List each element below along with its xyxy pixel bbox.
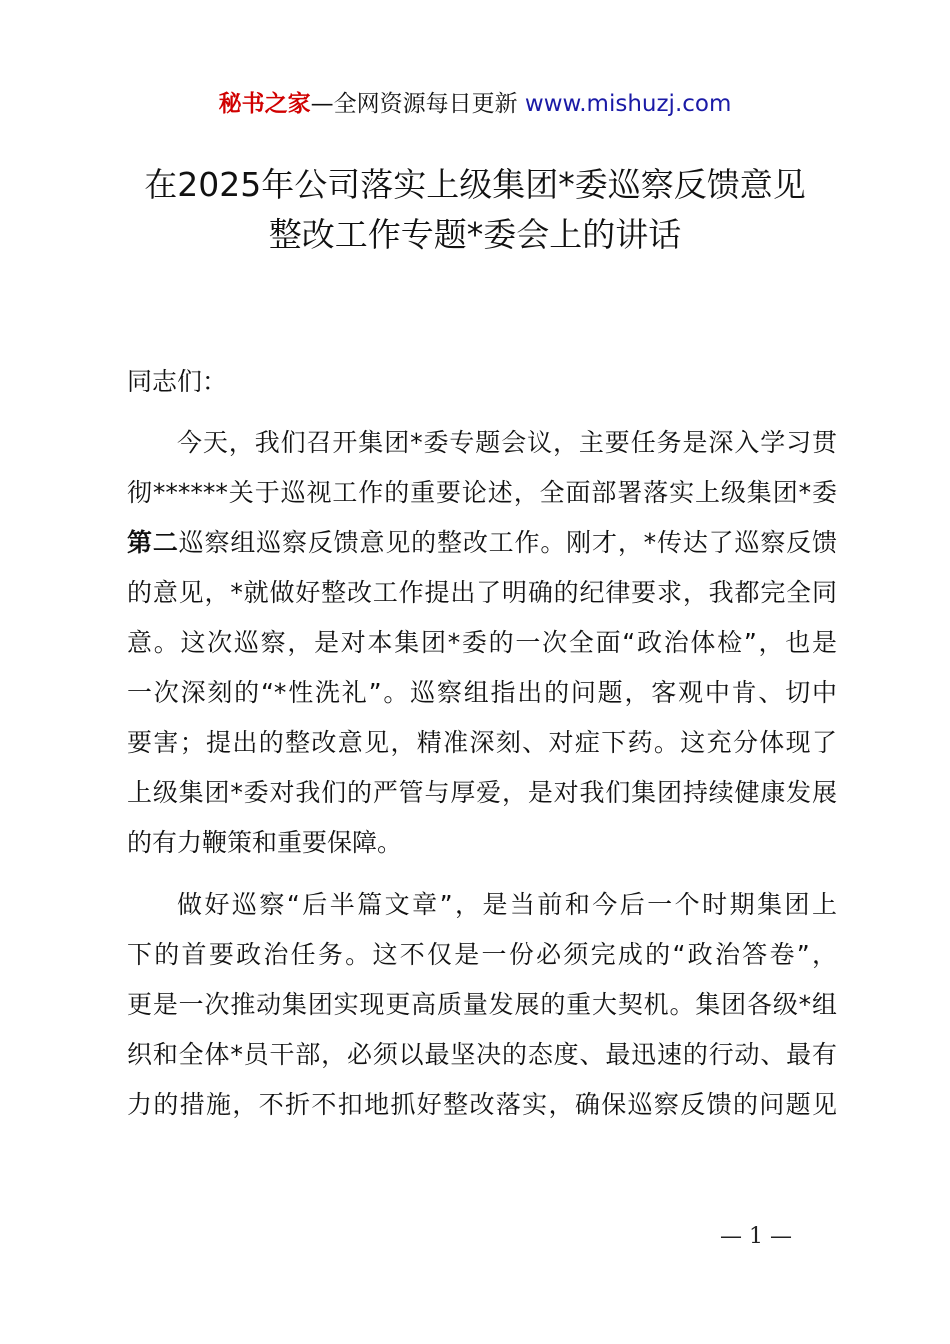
page-number: — 1 — [720,1224,792,1249]
site-url-link[interactable]: www.mishuzj.com [524,91,732,117]
text-line: 下的首要政治任务。这不仅是一份必须完成的“政治答卷”， [127,940,837,969]
text-line: 意。这次巡察，是对本集团*委的一次全面“政治体检”，也是 [127,628,837,657]
text-line: 彻******关于巡视工作的重要论述，全面部署落实上级集团*委 [127,478,837,507]
bold-word: 第二 [127,528,179,557]
paragraph-1 [127,418,837,868]
text-line: 上级集团*委对我们的严管与厚爱，是对我们集团持续健康发展 [127,778,837,807]
brand-separator: — [310,91,334,117]
text-line: 做好巡察“后半篇文章”，是当前和今后一个时期集团上 [177,890,837,919]
text-line: 一次深刻的“*性洗礼”。巡察组指出的问题，客观中肯、切中 [127,678,837,707]
site-banner [0,88,950,120]
paragraph-2 [127,880,837,1130]
text-line: 织和全体*员干部，必须以最坚决的态度、最迅速的行动、最有 [127,1040,837,1069]
text-line: 的意见，*就做好整改工作提出了明确的纪律要求，我都完全同 [127,578,837,607]
text-line: 的有力鞭策和重要保障。 [127,828,403,857]
salutation: 同志们： [127,367,228,396]
text-line: 要害；提出的整改意见，精准深刻、对症下药。这充分体现了 [127,728,837,757]
document-title [0,160,950,260]
text-line-with-bold [127,518,837,568]
text-line: 今天，我们召开集团*委专题会议，主要任务是深入学习贯 [177,428,837,457]
brand-slogan: 全网资源每日更新 [333,91,518,117]
brand-name: 秘书之家 [218,91,311,117]
text-line-rest: 巡察组巡察反馈意见的整改工作。刚才，*传达了巡察反馈 [178,528,837,557]
title-line-1: 在2025年公司落实上级集团*委巡察反馈意见 [144,165,806,204]
title-line-2: 整改工作专题*委会上的讲话 [268,215,682,254]
text-line: 更是一次推动集团实现更高质量发展的重大契机。集团各级*组 [127,990,837,1019]
text-line: 力的措施，不折不扣地抓好整改落实，确保巡察反馈的问题见 [127,1090,837,1119]
